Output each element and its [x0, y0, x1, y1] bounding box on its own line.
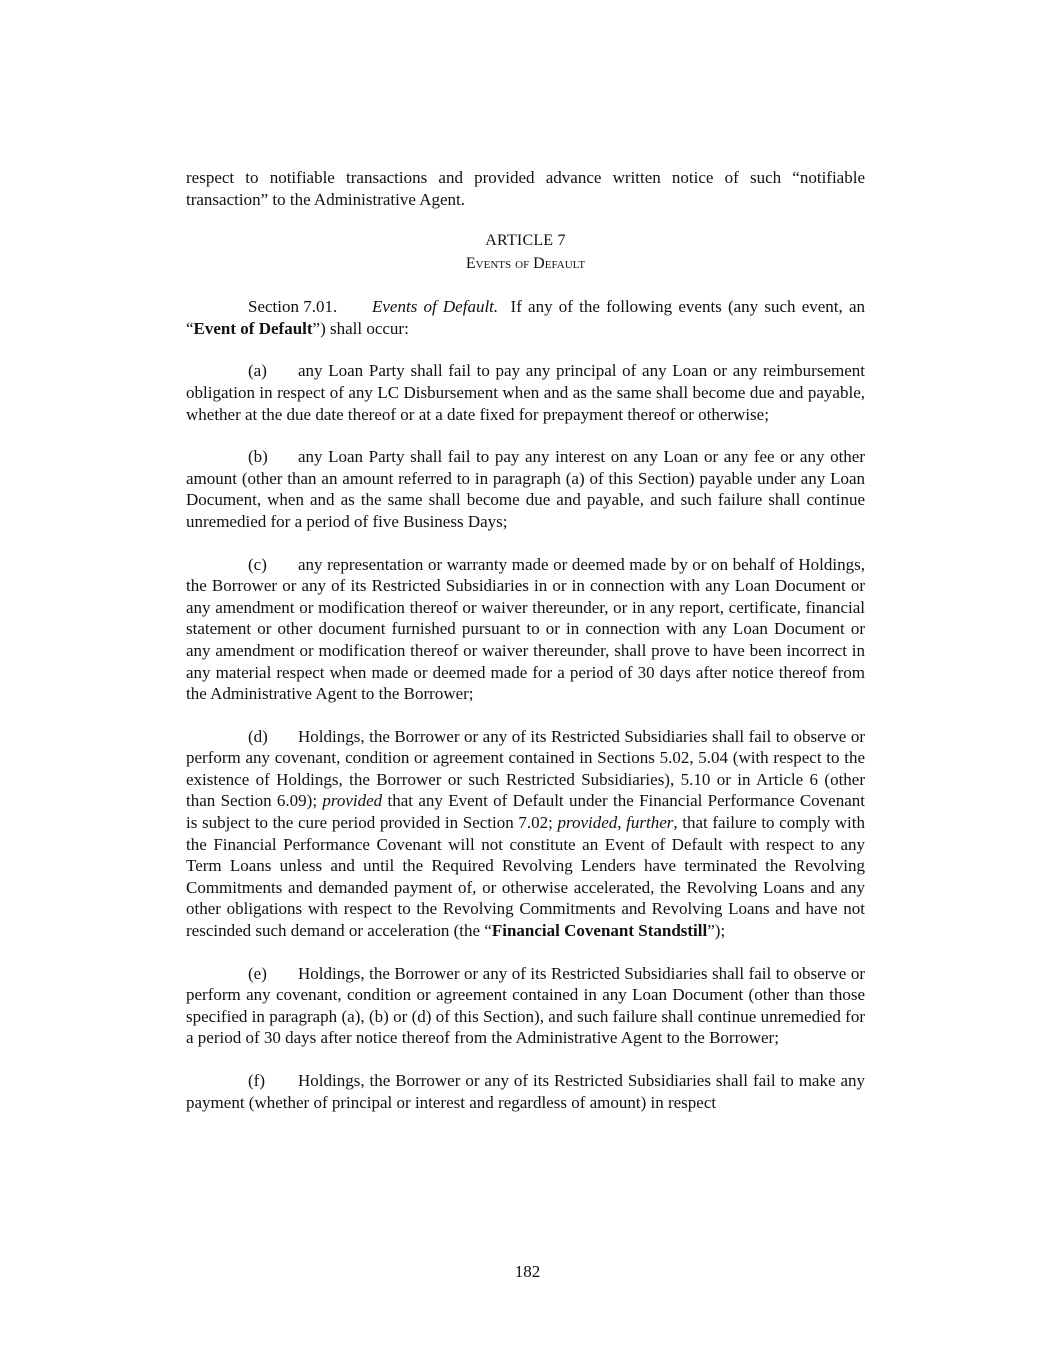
- article-title: Events of Default: [465, 255, 586, 273]
- defined-term-event-of-default: Event of Default: [193, 318, 313, 338]
- clause-f-text: Holdings, the Borrower or any of its Restricted Subsidiaries shall fail to make any payment (whether of principal or interest and regardless of amount) in respect: [186, 1071, 865, 1112]
- clause-d-label: (d): [248, 726, 268, 746]
- clause-d-provided-2: provided: [557, 813, 618, 833]
- clause-a-text: any Loan Party shall fail to pay any principal of any Loan or any reimbursement obligation in respect of any LC Disbursement when and as the same shall become due and payable, whether at the due date thereof or at a date fixed for prepayment thereof or otherwise;: [186, 361, 865, 424]
- clause-e-label: (e): [248, 963, 267, 983]
- clause-c: [186, 554, 865, 705]
- clause-e-text: Holdings, the Borrower or any of its Restricted Subsidiaries shall fail to observe or perform any covenant, condition or agreement contained in any Loan Document (other than those specified in paragraph (a), (b) or (d) of this Section), and such failure shall continue unremedied for a period of 30 days after notice thereof from the Administrative Agent to the Borrower;: [186, 963, 865, 1048]
- clause-a-label: (a): [248, 361, 267, 381]
- intro-paragraph: respect to notifiable transactions and provided advance written notice of such “notifiable transaction” to the Administrative Agent.: [186, 168, 865, 209]
- clause-f-label: (f): [248, 1071, 265, 1090]
- clause-d: [186, 726, 865, 942]
- clause-e: [186, 963, 865, 1049]
- section-title: Events of Default.: [372, 297, 499, 317]
- clause-d-further: further: [626, 813, 674, 833]
- section-text-after: ”) shall occur:: [312, 318, 409, 338]
- document-body: [186, 167, 865, 1113]
- defined-term-financial-covenant-standstill: Financial Covenant Standstill: [491, 921, 708, 941]
- article-number: ARTICLE 7: [485, 232, 566, 250]
- section-number: Section 7.01.: [248, 297, 338, 317]
- clause-f: [186, 1070, 865, 1113]
- clause-d-comma: ,: [617, 813, 627, 833]
- clause-d-provided-1: provided: [322, 791, 383, 811]
- clause-b-text: any Loan Party shall fail to pay any interest on any Loan or any fee or any other amount (other than an amount referred to in paragraph (a) of this Section) payable under any Loan Document, when and as the same shall become due and payable, and such failure shall continue unremedied for a period of five Business Days;: [186, 447, 865, 531]
- clause-d-part2: that any Event of Default under the Financial Performance Covenant is subject to the cure period provided in Section 7.02;: [186, 791, 865, 833]
- clause-b-label: (b): [248, 447, 268, 467]
- clause-b: [186, 446, 865, 532]
- page-number: 182: [514, 1262, 541, 1281]
- section-text-before: If any of the following events (any such event, an “: [186, 297, 866, 338]
- clause-d-part3: , that failure to comply with the Financial Performance Covenant will not constitute an Event of Default with respect to any Term Loans unless and until the Required Revolving Lenders have terminated the Revolving Commitments and demanded payment of, or otherwise accelerated, the Revolving Loans and any other obligations with respect to the Revolving Commitments and Revolving Loans and have not rescinded such demand or acceleration (the “: [186, 813, 865, 941]
- clause-a: [186, 360, 865, 425]
- clause-d-part4: ”);: [707, 921, 726, 941]
- clause-d-part1: Holdings, the Borrower or any of its Restricted Subsidiaries shall fail to observe or perform any covenant, condition or agreement contained in Sections 5.02, 5.04 (with respect to the existence of Holdings, the Borrower or such Restricted Subsidiaries), 5.10 or in Article 6 (other than Section 6.09);: [186, 726, 865, 811]
- section-7-01-paragraph: [186, 296, 865, 339]
- clause-c-label: (c): [248, 554, 267, 574]
- clause-c-text: any representation or warranty made or deemed made by or on behalf of Holdings, the Borrower or any of its Restricted Subsidiaries in or in connection with any Loan Document or any amendment or modification thereof or waiver thereunder, or in any report, certificate, financial statement or other document furnished pursuant to or in connection with any Loan Document or any amendment or modification thereof or waiver thereunder, shall prove to have been incorrect in any material respect when made or deemed made for a period of 30 days after notice thereof from the Administrative Agent to the Borrower;: [186, 554, 865, 704]
